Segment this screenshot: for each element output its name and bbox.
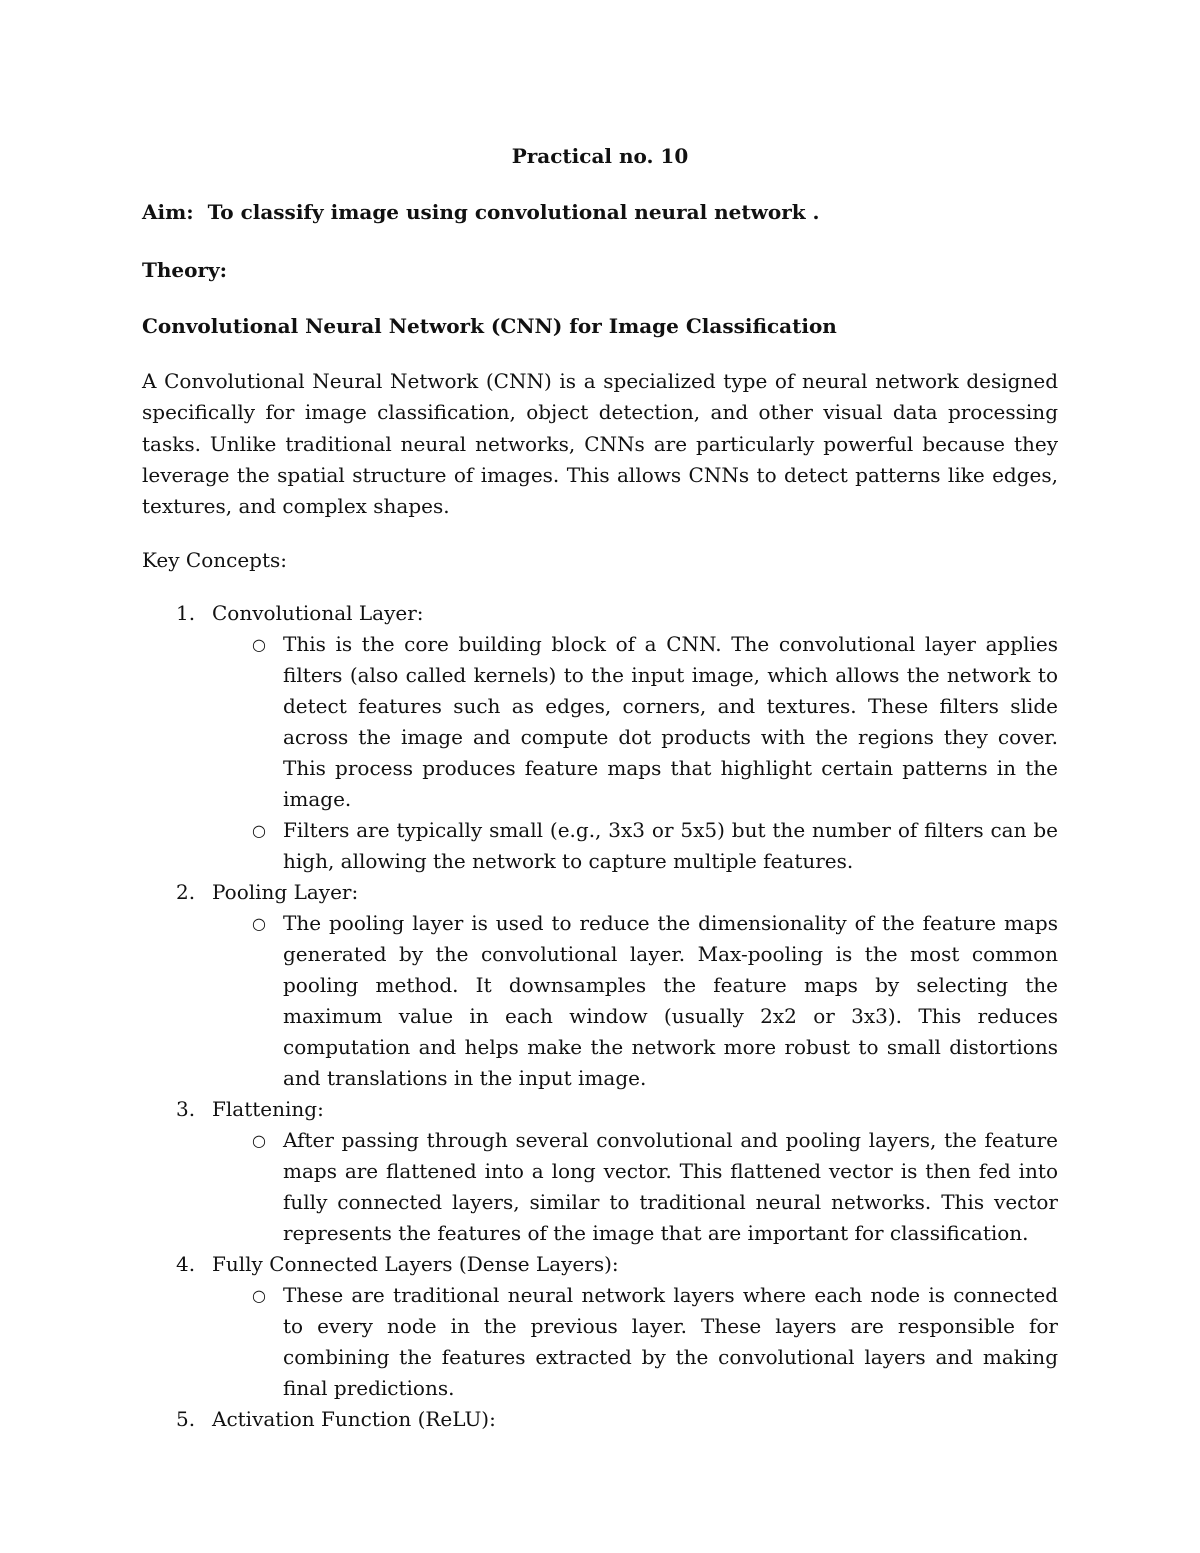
list-number: 1. — [176, 601, 196, 626]
concept-title: Pooling Layer: — [212, 880, 359, 905]
list-item — [142, 1094, 1058, 1249]
concept-point: This is the core building block of a CNN. The convolutional layer applies filters (also called kernels) to the input image, which allows the network to detect features such as edges, corners, and textures. These filters slide across the image and compute dot products with the regions they cover. This process produces feature maps that highlight certain patterns in the image. — [283, 632, 1058, 812]
list-number: 3. — [176, 1097, 196, 1122]
concept-point: These are traditional neural network layers where each node is connected to every node in the previous layer. These layers are responsible for combining the features extracted by the convolutional layers and making final predictions. — [283, 1283, 1058, 1401]
key-concepts-label: Key Concepts: — [142, 548, 287, 573]
circle-bullet-icon: ○ — [252, 821, 266, 841]
aim-text: To classify image using convolutional neural network . — [207, 200, 820, 224]
theory-label: Theory: — [142, 258, 228, 282]
sub-list-item — [142, 908, 1058, 1094]
sub-list-item — [142, 629, 1058, 815]
sub-list — [212, 908, 1058, 1094]
list-number: 2. — [176, 880, 196, 905]
circle-bullet-icon: ○ — [252, 635, 266, 655]
aim-line — [142, 196, 1058, 228]
concept-title: Convolutional Layer: — [212, 601, 424, 626]
list-number: 4. — [176, 1252, 196, 1277]
sub-list-item — [142, 1125, 1058, 1249]
concept-title: Fully Connected Layers (Dense Layers): — [212, 1252, 619, 1277]
concept-point: The pooling layer is used to reduce the dimensionality of the feature maps generated by the convolutional layer. Max-pooling is the most common pooling method. It downsamples the feature maps by selecting the maximum value in each window (usually 2x2 or 3x3). This reduces computation and helps make the network more robust to small distortions and translations in the input image. — [283, 911, 1058, 1091]
concept-title: Flattening: — [212, 1097, 324, 1122]
section-heading: Convolutional Neural Network (CNN) for Image Classification — [142, 314, 837, 338]
aim-label: Aim: — [142, 200, 194, 224]
concepts-list — [142, 598, 1058, 1435]
concept-title: Activation Function (ReLU): — [212, 1407, 496, 1432]
circle-bullet-icon: ○ — [252, 914, 266, 934]
list-number: 5. — [176, 1407, 196, 1432]
circle-bullet-icon: ○ — [252, 1286, 266, 1306]
concept-point: Filters are typically small (e.g., 3x3 or 5x5) but the number of filters can be high, allowing the network to capture multiple features. — [283, 818, 1058, 874]
list-item — [142, 1404, 1058, 1435]
list-item — [142, 598, 1058, 877]
list-item — [142, 1249, 1058, 1404]
sub-list — [212, 1125, 1058, 1249]
circle-bullet-icon: ○ — [252, 1131, 266, 1151]
sub-list-item — [142, 815, 1058, 877]
concept-point: After passing through several convolutional and pooling layers, the feature maps are flattened into a long vector. This flattened vector is then fed into fully connected layers, similar to traditional neural networks. This vector represents the features of the image that are important for classification. — [283, 1128, 1058, 1246]
document-page — [142, 140, 1058, 1435]
page-title: Practical no. 10 — [511, 144, 689, 168]
list-item — [142, 877, 1058, 1094]
sub-list-item — [142, 1280, 1058, 1404]
sub-list — [212, 1280, 1058, 1404]
sub-list — [212, 629, 1058, 877]
intro-paragraph: A Convolutional Neural Network (CNN) is a specialized type of neural network designed specifically for image classification, object detection, and other visual data processing tasks. Unlike traditional neural networks, CNNs are particularly powerful because they leverage the spatial structure of images. This allows CNNs to detect patterns like edges, textures, and complex shapes. — [142, 369, 1058, 519]
